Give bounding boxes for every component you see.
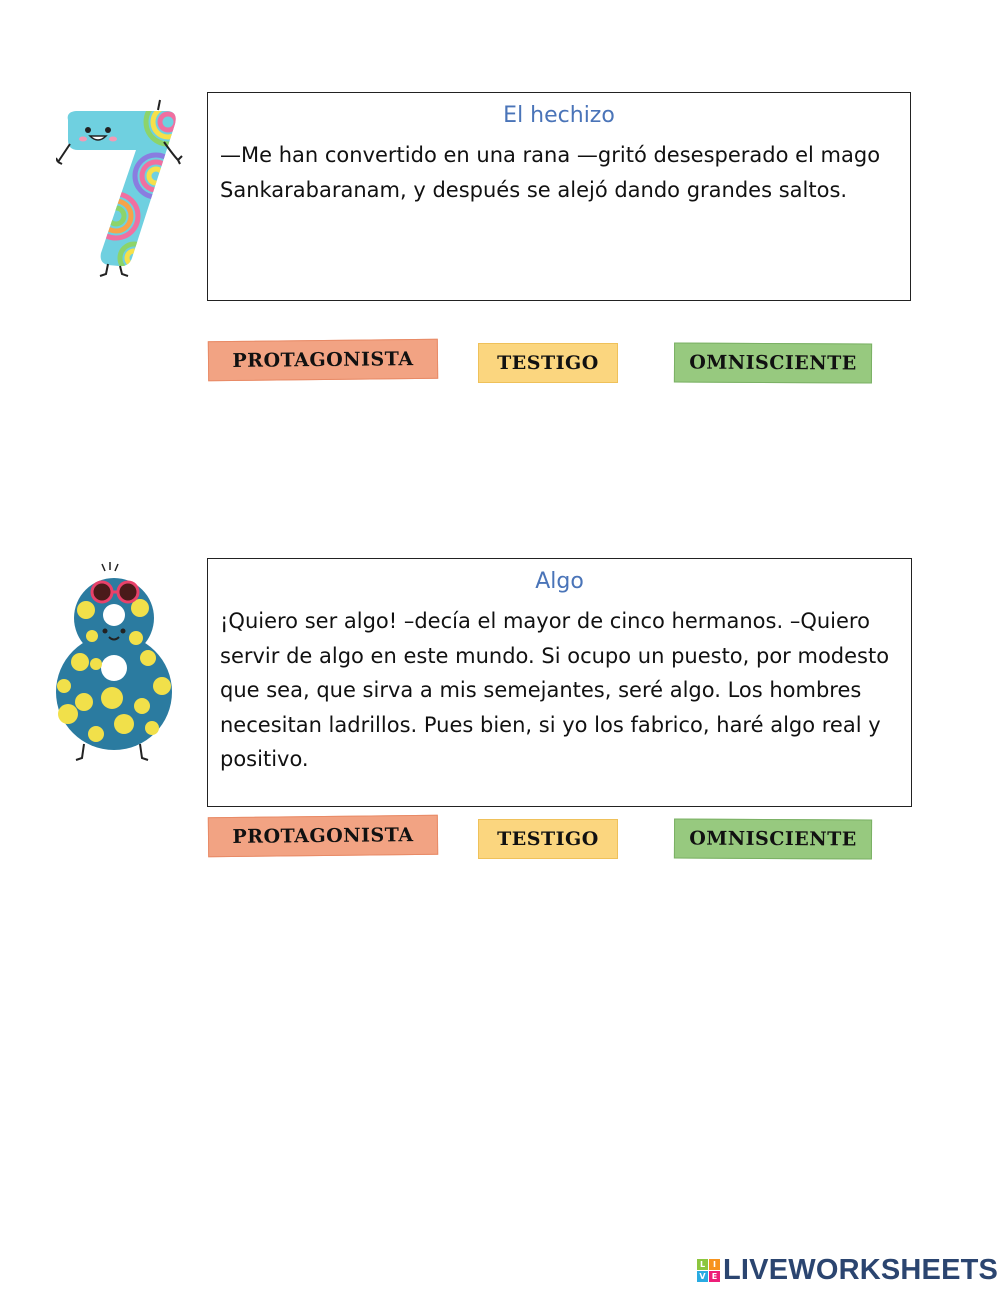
story-line: ¡Quiero ser algo! –decía el mayor de cinco hermanos. –Quiero (220, 609, 870, 633)
option-testigo[interactable]: TESTIGO (478, 819, 618, 859)
story-box-algo (207, 558, 912, 807)
story-line: necesitan ladrillos. Pues bien, si yo los fabrico, haré algo real y (220, 712, 881, 737)
story-text (220, 138, 896, 207)
story-title: Algo (535, 569, 584, 594)
liveworksheets-logo (697, 1254, 998, 1287)
logo-letter: L (697, 1259, 708, 1270)
story-line: servir de algo en este mundo. Si ocupo un puesto, por modesto (220, 643, 890, 668)
option-omnisciente[interactable]: OMNISCIENTE (674, 342, 872, 383)
story-line: Sankarabaranam, y después se alejó dando grandes saltos. (220, 177, 848, 202)
logo-letter: E (709, 1271, 720, 1282)
logo-icon (697, 1259, 720, 1282)
option-protagonista[interactable]: PROTAGONISTA (208, 339, 438, 381)
story-line: que sea, que sirva a mis semejantes, seré algo. Los hombres (220, 678, 862, 702)
logo-text: LIVEWORKSHEETS (723, 1254, 999, 1286)
story-text (220, 604, 897, 777)
number-eight-mascot (44, 558, 180, 766)
option-protagonista[interactable]: PROTAGONISTA (208, 815, 438, 857)
story-line: —Me han convertido en una rana —gritó desesperado el mago (220, 143, 881, 167)
story-box-hechizo (207, 92, 911, 301)
logo-letter: I (709, 1259, 720, 1270)
option-testigo[interactable]: TESTIGO (478, 343, 618, 383)
logo-letter: V (697, 1271, 708, 1282)
option-omnisciente[interactable]: OMNISCIENTE (674, 818, 872, 859)
story-title: El hechizo (503, 103, 615, 128)
number-seven-mascot (56, 98, 188, 280)
story-line: positivo. (220, 747, 309, 771)
